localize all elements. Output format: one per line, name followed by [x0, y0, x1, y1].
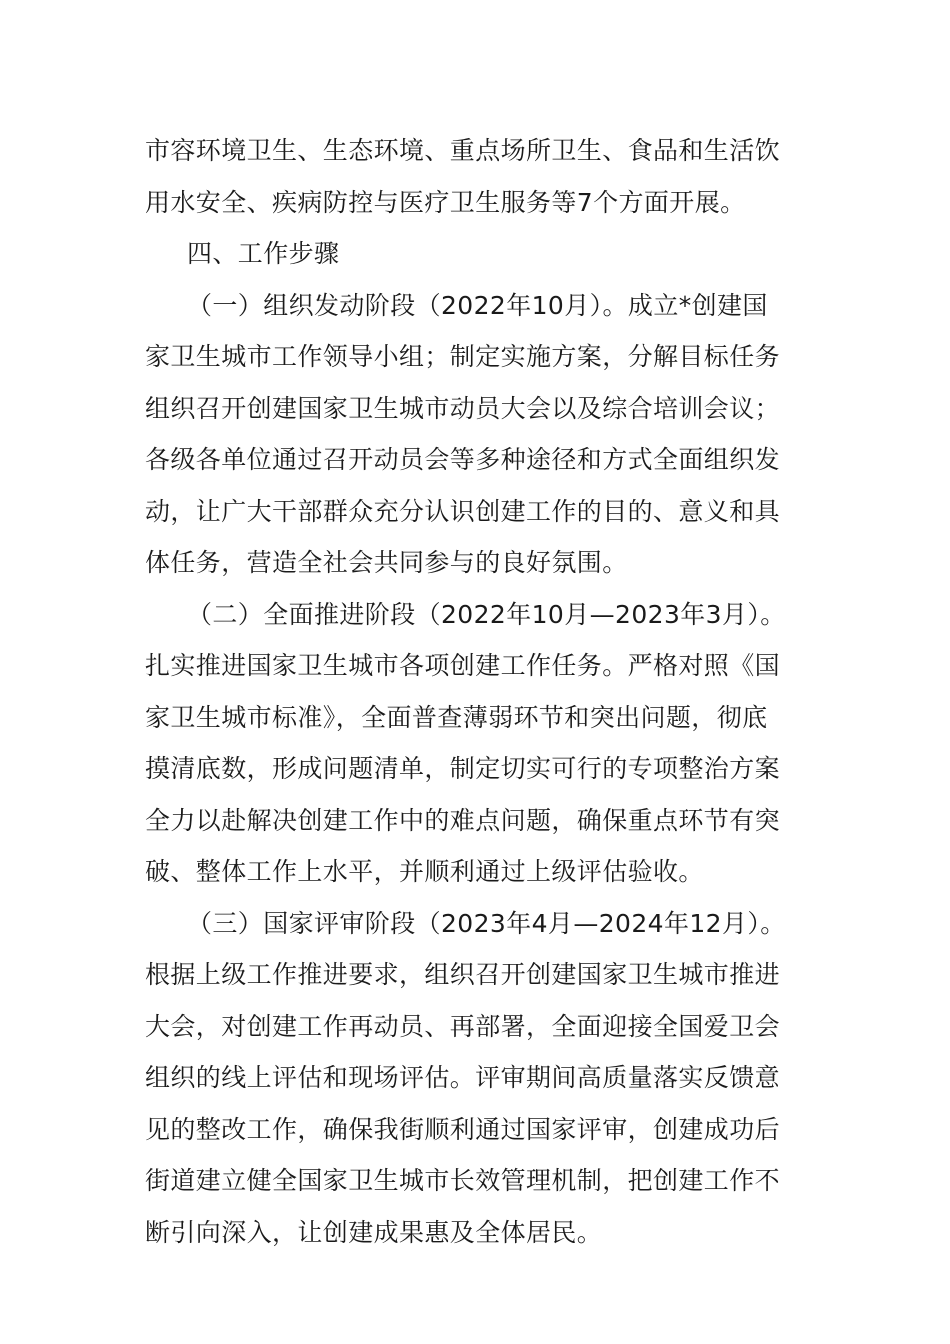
paragraph-phase-3-national-review — [145, 898, 815, 1259]
text-line: （三）国家评审阶段（2023年4月—2024年12月）。 — [187, 908, 786, 938]
text-line: 各级各单位通过召开动员会等多种途径和方式全面组织发 — [145, 445, 781, 474]
paragraph-scope-continuation — [145, 125, 815, 228]
text-line: 根据上级工作推进要求，组织召开创建国家卫生城市推进 — [145, 960, 781, 989]
text-line: 摸清底数，形成问题清单，制定切实可行的专项整治方案 — [145, 754, 781, 783]
text-line: 大会，对创建工作再动员、再部署，全面迎接全国爱卫会 — [145, 1011, 781, 1041]
text-line: 市容环境卫生、生态环境、重点场所卫生、食品和生活饮 — [145, 136, 781, 165]
heading-text: 四、工作步骤 — [187, 239, 340, 268]
text-line: 见的整改工作，确保我街顺利通过国家评审，创建成功后 — [145, 1114, 781, 1144]
paragraph-phase-1-mobilization — [145, 280, 815, 589]
text-line: 组织召开创建国家卫生城市动员大会以及综合培训会议； — [145, 393, 781, 423]
text-line: 家卫生城市工作领导小组；制定实施方案，分解目标任务 — [145, 342, 781, 371]
text-line: （一）组织发动阶段（2022年10月）。成立*创建国 — [187, 290, 768, 320]
text-line: 断引向深入，让创建成果惠及全体居民。 — [145, 1217, 603, 1247]
text-line: 全力以赴解决创建工作中的难点问题，确保重点环节有突 — [145, 805, 781, 835]
paragraph-phase-2-advancement — [145, 589, 815, 898]
text-line: （二）全面推进阶段（2022年10月—2023年3月）。 — [187, 599, 786, 629]
text-line: 体任务，营造全社会共同参与的良好氛围。 — [145, 548, 628, 577]
document-body — [145, 125, 815, 1258]
text-line: 破、整体工作上水平，并顺利通过上级评估验收。 — [145, 857, 704, 886]
text-line: 家卫生城市标准》，全面普查薄弱环节和突出问题，彻底 — [145, 702, 768, 732]
text-line: 动，让广大干部群众充分认识创建工作的目的、意义和具 — [145, 496, 781, 526]
text-line: 街道建立健全国家卫生城市长效管理机制，把创建工作不 — [145, 1166, 781, 1195]
section-heading-work-steps — [145, 228, 815, 280]
text-line: 用水安全、疾病防控与医疗卫生服务等7个方面开展。 — [145, 187, 746, 217]
text-line: 扎实推进国家卫生城市各项创建工作任务。严格对照《国 — [145, 651, 781, 680]
text-line: 组织的线上评估和现场评估。评审期间高质量落实反馈意 — [145, 1063, 781, 1092]
